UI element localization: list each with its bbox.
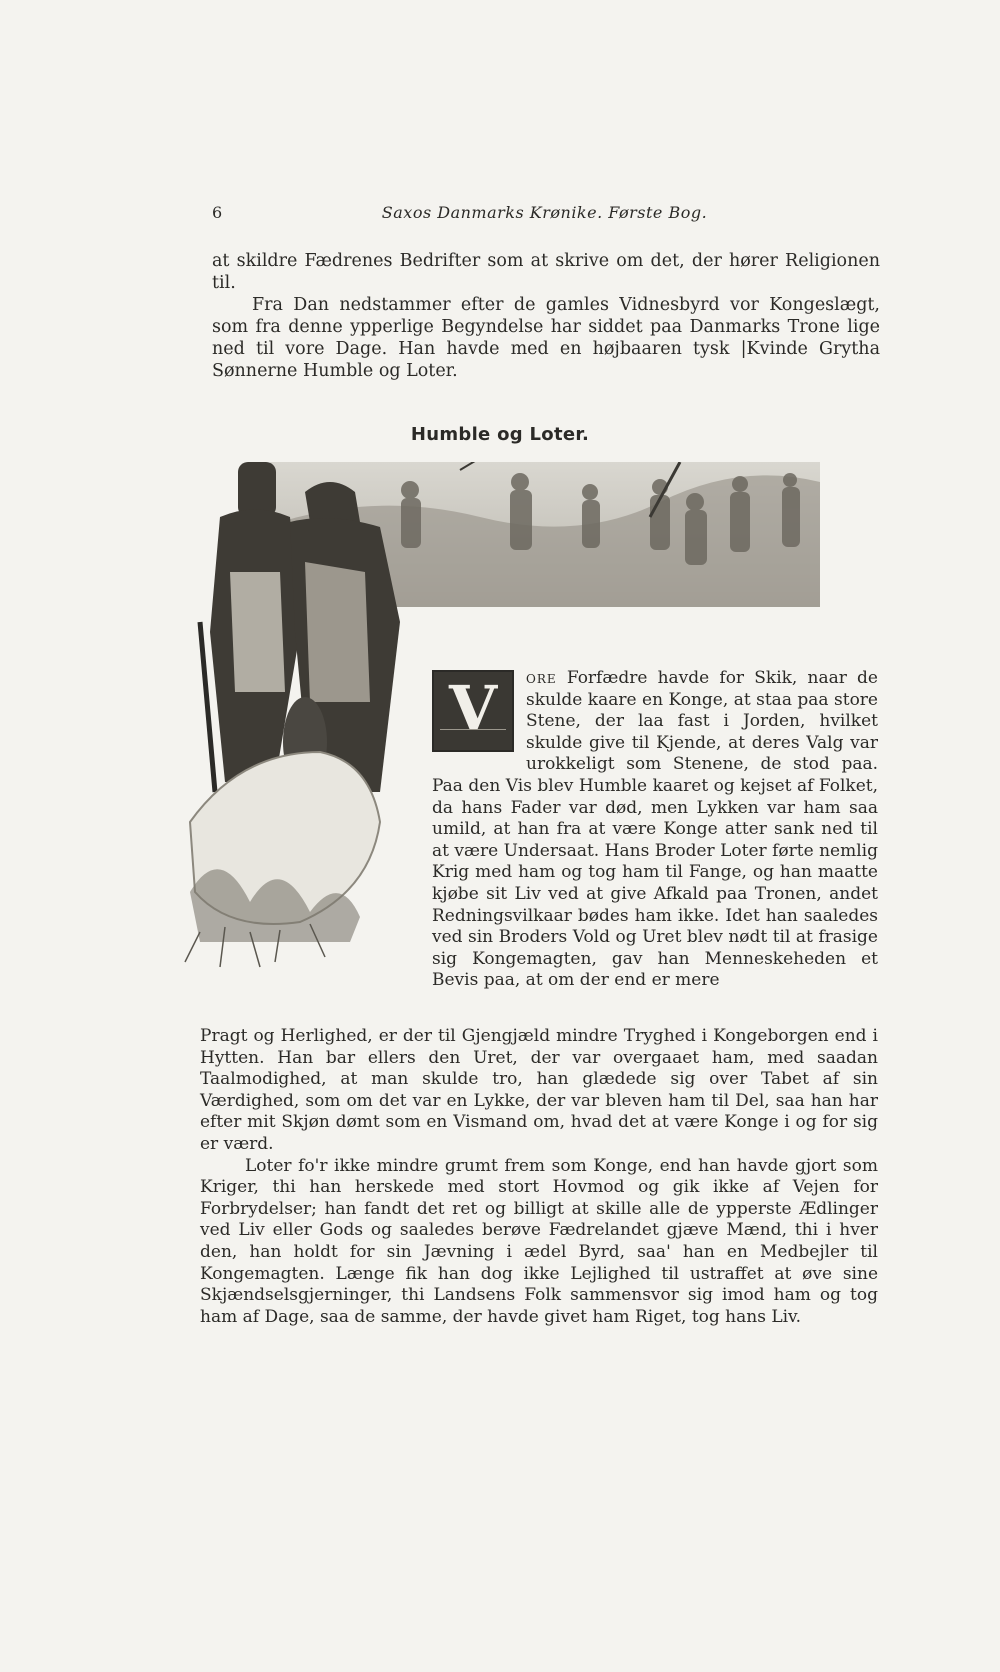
opening-small-caps: ore	[526, 668, 557, 688]
intro-paragraph: at skildre Fædrenes Bedrifter som at skrive om det, der hører Religionen til.	[212, 251, 880, 293]
drop-cap-letter: V	[448, 672, 498, 745]
running-title: Saxos Danmarks Krønike. Første Bog.	[381, 203, 708, 222]
intro-paragraph: Fra Dan nedstammer efter de gamles Vidnesbyrd vor Kongeslægt, som fra denne ypperlige Begyndelse har siddet paa Danmarks Trone lige ned til vore Dage. Han havde med en højbaaren tysk |Kvinde Grytha Sønnerne Humble og Loter.	[212, 295, 880, 381]
page-number: 6	[212, 203, 223, 222]
drop-cap-ornament	[432, 670, 514, 752]
story-continuation	[200, 1026, 878, 1328]
story-paragraph: Loter fo'r ikke mindre grumt frem som Konge, end han havde gjort som Kriger, thi han herskede med stort Hovmod og gik ikke af Vejen for Forbrydelser; han fandt det ret og billigt at skille alle de ypperste Ædlinger ved Liv eller Gods og saaledes berøve Fædrelandet gjæve Mænd, thi i hver den, han holdt for sin Jævning i ædel Byrd, saa' han en Medbejler til Kongemagten. Længe fik han dog ikke Lejlighed til ustraffet at øve sine Skjændselsgjerninger, thi Landsens Folk sammensvor sig imod ham og tog ham af Dage, saa de samme, der havde givet ham Riget, tog hans Liv.	[200, 1155, 878, 1327]
intro-text	[212, 250, 880, 382]
story-paragraph: Pragt og Herlighed, er der til Gjengjæld mindre Tryghed i Kongeborgen end i Hytten. Han bar ellers den Uret, der var overgaaet ham, med saadan Taalmodighed, at man skulde tro, han glædede sig over Tabet af sin Værdighed, som om det var en Lykke, der var bleven ham til Del, saa han har efter mit Skjøn dømt som en Vismand om, hvad det at være Konge i og for sig er værd.	[200, 1026, 878, 1154]
story-column	[432, 668, 878, 992]
section-title: Humble og Loter.	[410, 424, 590, 445]
floral-ornament-icon	[440, 729, 506, 744]
opening-text: Forfædre havde for Skik, naar de skulde kaare en Konge, at staa paa store Stene, der laa fast i Jorden, hvilket skulde give til Kjende, at deres Valg var urokkeligt som Stenene, de stod paa. Paa den Vis blev Humble kaaret og kejset af Folket, da hans Fader var død, men Lykken var ham saa umild, at han fra at være Konge atter sank ned til at være Undersaat. Hans Broder Loter førte nemlig Krig med ham og tog ham til Fange, og han maatte kjøbe sit Liv ved at give Afkald paa Tronen, andet Redningsvilkaar bødes ham ikke. Idet han saaledes ved sin Broders Vold og Uret blev nødt til at frasige sig Kongemagten, gav han Menneskeheden et Bevis paa, at om der end er mere	[432, 668, 878, 991]
page-header	[212, 203, 877, 227]
